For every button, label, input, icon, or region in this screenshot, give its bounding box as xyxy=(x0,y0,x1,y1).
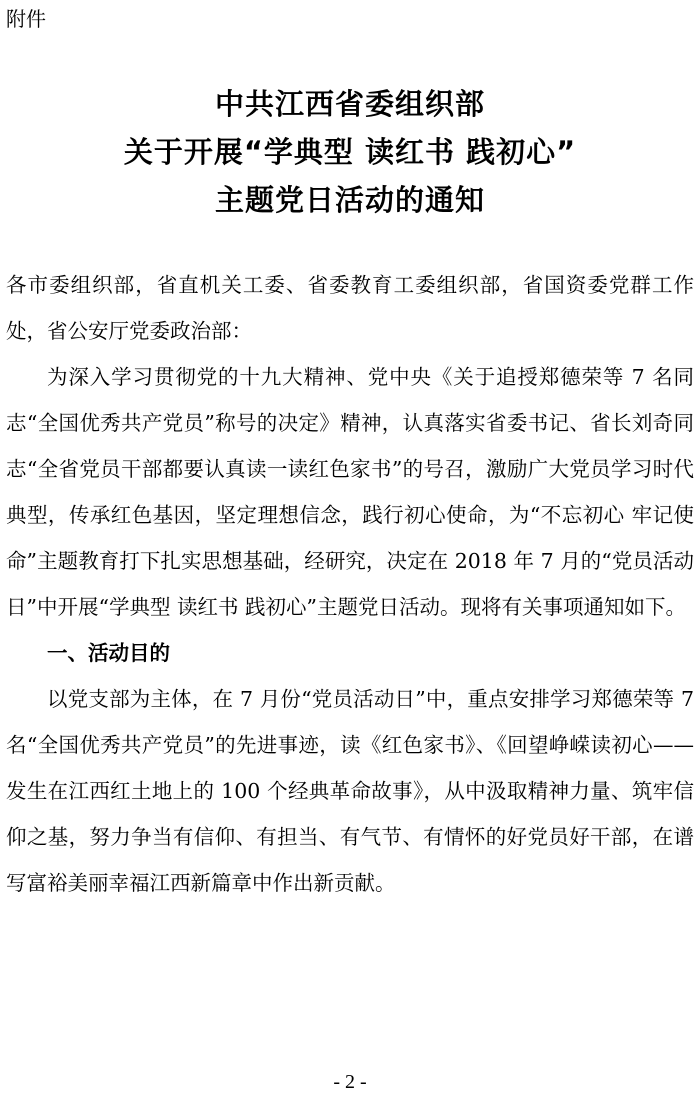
attachment-label: 附件 xyxy=(6,7,46,31)
recipients: 各市委组织部，省直机关工委、省委教育工委组织部，省国资委党群工作处，省公安厅党委政治部： xyxy=(6,273,694,343)
page-number: - 2 - xyxy=(333,1071,367,1093)
paragraph-purpose: 以党支部为主体，在 7 月份“党员活动日”中，重点安排学习郑德荣等 7 名“全国优秀共产党员”的先进事迹，读《红色家书》、《回望峥嵘读初心——发生在江西红土地上的 100 个经典革命故事》，从中汲取精神力量、筑牢信仰之基，努力争当有信仰、有担当、有气节、有情怀的好党员好干部，在谱写富裕美丽幸福江西新篇章中作出新贡献。 xyxy=(6,687,694,895)
title-line-3: 主题党日活动的通知 xyxy=(214,183,485,217)
title-line-1: 中共江西省委组织部 xyxy=(214,87,485,121)
document-body xyxy=(6,262,694,906)
document-title xyxy=(0,80,700,224)
section-heading-purpose: 一、活动目的 xyxy=(47,641,170,665)
paragraph-intro: 为深入学习贯彻党的十九大精神、党中央《关于追授郑德荣等 7 名同志“全国优秀共产党员”称号的决定》精神，认真落实省委书记、省长刘奇同志“全省党员干部都要认真读一读红色家书”的号召，激励广大党员学习时代典型，传承红色基因，坚定理想信念，践行初心使命，为“不忘初心 牢记使命”主题教育打下扎实思想基础，经研究，决定在 2018 年 7 月的“党员活动日”中开展“学典型 读红书 践初心”主题党日活动。现将有关事项通知如下。 xyxy=(6,365,694,619)
title-line-2: 关于开展“学典型 读红书 践初心” xyxy=(123,135,577,169)
